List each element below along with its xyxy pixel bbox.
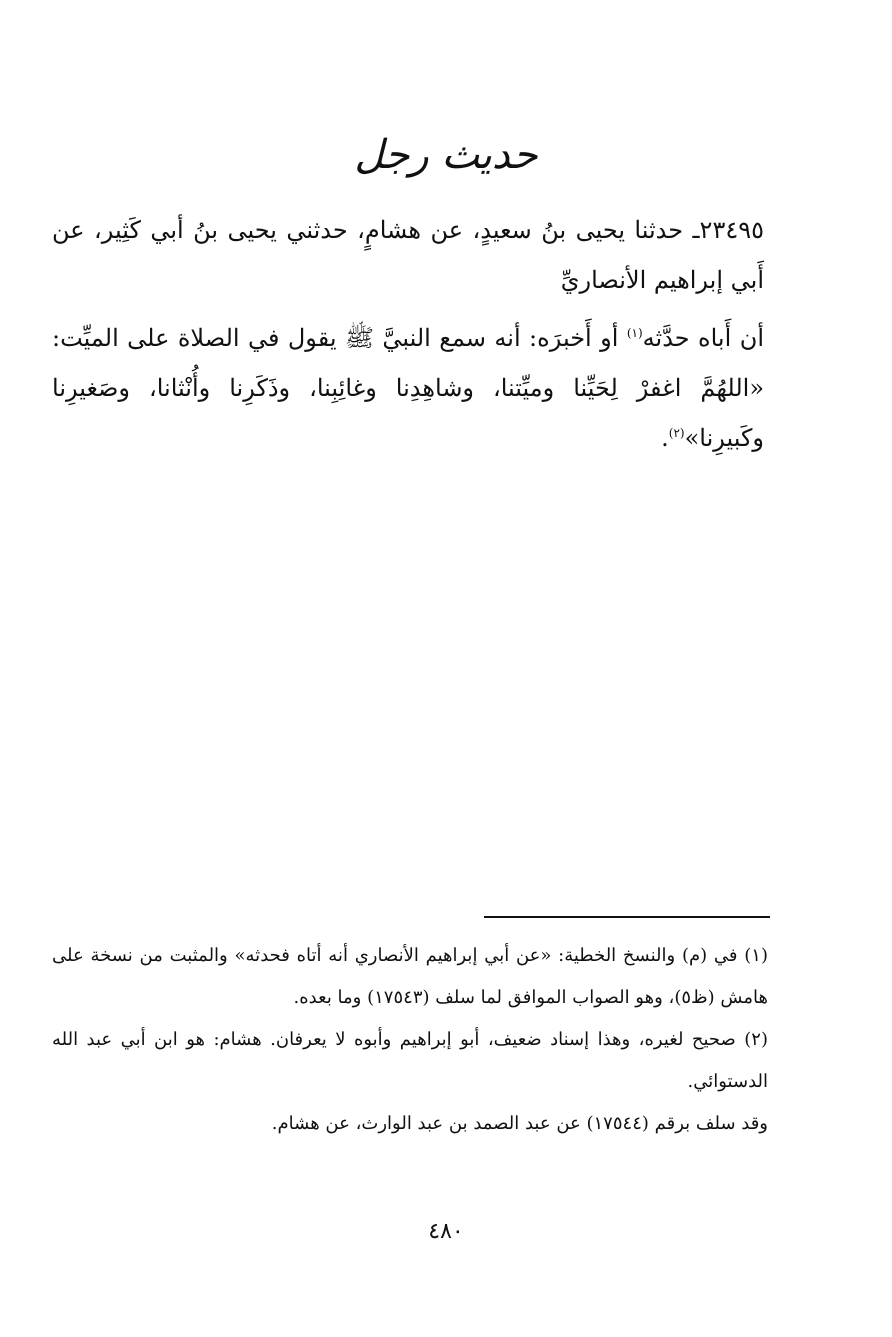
matn-text-1: أن أَباه حدَّثه	[642, 324, 764, 352]
footnote-separator	[484, 916, 770, 918]
isnad-text: ـ حدثنا يحيى بنُ سعيدٍ، عن هشامٍ، حدثني يحيى بنُ أبي كَثِير، عن أَبي إبراهيم الأنصاريِّ	[52, 216, 764, 294]
hadith-number: ٢٣٤٩٥	[699, 216, 764, 244]
hadith-body	[52, 205, 764, 463]
end-mark: .	[661, 424, 669, 452]
footnote-marker-1: (١)	[626, 326, 643, 340]
footnote-marker-2: (٢)	[668, 426, 685, 440]
footnote-2-continuation	[52, 1103, 768, 1145]
isnad-paragraph	[52, 205, 764, 305]
footnote-1-line-1: (١) في (م) والنسخ الخطية: «عن أبي إبراهيم الأنصاري أنه أتاه فحدثه»	[234, 945, 768, 966]
matn-paragraph	[52, 313, 764, 463]
footnote-1-line-3: وما بعده.	[293, 987, 362, 1008]
footnote-2-line-2: هو ابن أبي عبد الله الدستوائي.	[52, 1029, 768, 1092]
footnote-2	[52, 1019, 768, 1103]
footnote-2-line-3: وقد سلف برقم (١٧٥٤٤) عن عبد الصمد بن عبد الوارث، عن هشام.	[271, 1113, 768, 1134]
page-number: ٤٨٠	[428, 1219, 464, 1244]
footnotes-block	[52, 935, 768, 1145]
footnote-1-line-2: والمثبت من نسخة على هامش (ظ٥)، وهو الصواب الموافق لما سلف (١٧٥٤٣)	[52, 945, 768, 1008]
footnote-2-line-1: (٢) صحيح لغيره، وهذا إسناد ضعيف، أبو إبراهيم وأبوه لا يعرفان. هشام:	[213, 1029, 768, 1050]
footnote-1	[52, 935, 768, 1019]
matn-text-2: أو أَخبرَه: أنه سمع النبيَّ ﷺ يقول في الصلاة على الميِّت: «اللهُمَّ اغفرْ لِحَيِّنا وميِّتنا، وشاهِدِنا وغائِبِنا، وذَكَرِنا وأُنْثانا، وصَغيرِنا وكَبيرِنا»	[52, 324, 764, 452]
section-heading: حديث رجل	[354, 132, 538, 178]
